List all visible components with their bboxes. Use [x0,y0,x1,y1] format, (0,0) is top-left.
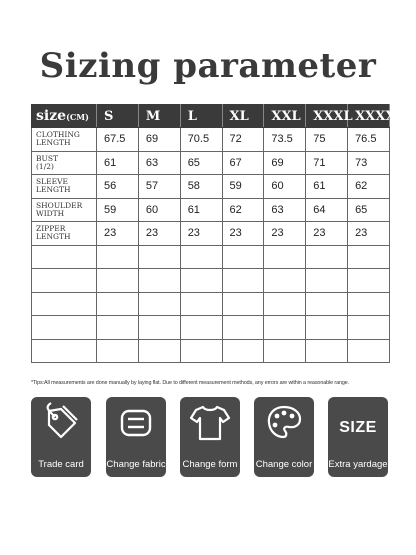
measurement-value: 61 [306,175,348,199]
empty-cell [97,245,139,269]
measurement-label-line: WIDTH [36,208,65,218]
empty-table-row [32,269,390,293]
measurement-value: 69 [264,151,306,175]
empty-cell [264,292,306,316]
measurement-value: 73 [348,151,390,175]
empty-cell [264,316,306,340]
measurement-value: 63 [138,151,180,175]
size-header-unit: (CM) [66,112,89,122]
table-row [32,198,390,222]
empty-cell [32,292,97,316]
measurement-value: 62 [222,198,264,222]
measurement-value: 61 [180,198,222,222]
empty-cell [222,316,264,340]
measurement-value: 65 [348,198,390,222]
change-form-label: Change form [182,459,238,470]
measurement-value: 60 [138,198,180,222]
measurement-label-line: BUST [36,153,58,163]
change-color-label: Change color [255,459,313,470]
trade-card-tile[interactable] [31,397,91,477]
empty-cell [306,339,348,363]
measurement-label-line: SHOULDER [36,200,83,210]
empty-table-row [32,245,390,269]
empty-cell [264,269,306,293]
change-form-tile[interactable] [180,397,240,477]
measurement-value: 70.5 [180,128,222,152]
empty-cell [264,339,306,363]
table-row [32,151,390,175]
size-column-header: XL [222,105,264,128]
measurement-label-line: (1/2) [36,161,54,171]
empty-cell [222,292,264,316]
empty-cell [138,316,180,340]
empty-table-row [32,339,390,363]
size-header-cell [32,105,97,128]
measurement-value: 65 [180,151,222,175]
empty-cell [97,339,139,363]
size-header-label: size [36,108,67,124]
empty-cell [180,269,222,293]
empty-cell [138,269,180,293]
empty-cell [32,269,97,293]
empty-cell [306,292,348,316]
size-column-header: XXXXL [348,105,390,128]
measurement-tips: *Tips:All measurements are done manually by laying flat. Due to different measurement methods, any errors are within a reasonable range. [31,380,350,386]
fabric-icon [106,397,166,453]
empty-cell [97,269,139,293]
measurement-label-line: SLEEVE [36,177,68,187]
measurement-value: 23 [264,222,306,246]
measurement-value: 57 [138,175,180,199]
change-fabric-tile[interactable] [106,397,166,477]
empty-cell [138,292,180,316]
empty-cell [180,339,222,363]
size-table [31,104,405,363]
extra-yardage-label: Extra yardage [328,459,388,470]
empty-cell [306,269,348,293]
empty-table-row [32,316,390,340]
measurement-value: 60 [264,175,306,199]
measurement-value: 61 [97,151,139,175]
measurement-label [32,198,97,222]
empty-cell [180,292,222,316]
empty-cell [180,245,222,269]
change-color-tile[interactable] [254,397,314,477]
measurement-value: 59 [222,175,264,199]
measurement-value: 73.5 [264,128,306,152]
tag-icon [31,397,91,453]
measurement-value: 75 [306,128,348,152]
palette-icon [254,397,314,453]
empty-cell [97,316,139,340]
empty-cell [222,245,264,269]
measurement-value: 23 [180,222,222,246]
empty-cell [222,339,264,363]
measurement-label [32,222,97,246]
empty-cell [138,245,180,269]
measurement-value: 23 [222,222,264,246]
empty-cell [32,245,97,269]
measurement-label [32,175,97,199]
measurement-value: 76.5 [348,128,390,152]
table-header-row [32,105,390,128]
measurement-label-line: ZIPPER [36,224,66,234]
measurement-value: 23 [138,222,180,246]
measurement-value: 59 [97,198,139,222]
empty-cell [306,316,348,340]
measurement-value: 62 [348,175,390,199]
size-icon-text: SIZE [339,419,377,436]
table-row [32,175,390,199]
size-column-header: M [138,105,180,128]
extra-yardage-tile[interactable] [328,397,388,477]
measurement-label [32,128,97,152]
measurement-value: 23 [306,222,348,246]
table-row [32,128,390,152]
size-column-header: XXL [264,105,306,128]
empty-cell [348,339,390,363]
measurement-label-line: LENGTH [36,232,71,242]
measurement-value: 58 [180,175,222,199]
measurement-label-line: CLOTHING [36,130,80,140]
empty-cell [180,316,222,340]
size-column-header: L [180,105,222,128]
size-icon [328,397,388,453]
measurement-value: 72 [222,128,264,152]
measurement-value: 67.5 [97,128,139,152]
tshirt-icon [180,397,240,453]
empty-cell [306,245,348,269]
empty-table-row [32,292,390,316]
measurement-value: 23 [97,222,139,246]
empty-cell [97,292,139,316]
measurement-value: 67 [222,151,264,175]
empty-cell [32,316,97,340]
page-title: Sizing parameter [39,46,377,86]
size-column-header: XXXL [306,105,348,128]
empty-cell [348,245,390,269]
empty-cell [264,245,306,269]
measurement-label-line: LENGTH [36,138,71,148]
empty-cell [222,269,264,293]
table-row [32,222,390,246]
trade-card-label: Trade card [38,459,84,470]
measurement-value: 64 [306,198,348,222]
empty-cell [348,316,390,340]
measurement-value: 23 [348,222,390,246]
measurement-label-line: LENGTH [36,185,71,195]
measurement-label [32,151,97,175]
measurement-value: 63 [264,198,306,222]
change-fabric-label: Change fabric [106,459,166,470]
measurement-value: 71 [306,151,348,175]
empty-cell [348,269,390,293]
empty-cell [138,339,180,363]
size-column-header: S [97,105,139,128]
measurement-value: 56 [97,175,139,199]
measurement-value: 69 [138,128,180,152]
empty-cell [348,292,390,316]
empty-cell [32,339,97,363]
